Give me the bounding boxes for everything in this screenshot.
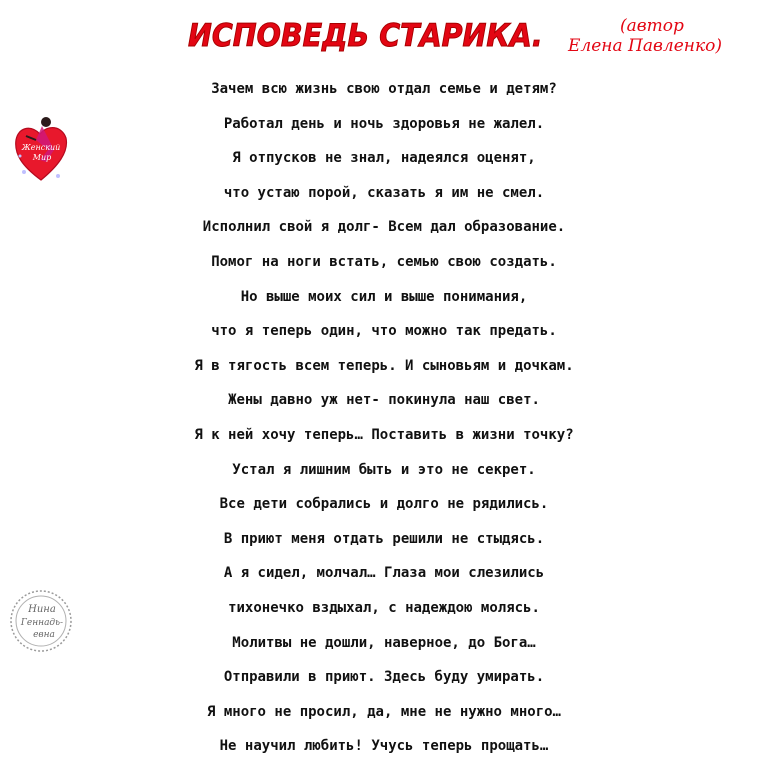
- poem-line: Я отпусков не знал, надеялся оценят,: [232, 150, 536, 167]
- poem-line: что устаю порой, сказать я им не смел.: [223, 184, 545, 201]
- stamp-text-2: Геннадь-: [20, 618, 64, 628]
- poem-line: Я к ней хочу теперь… Поставить в жизни точку?: [194, 426, 574, 443]
- poem-line: Я в тягость всем теперь. И сыновьям и дочкам.: [194, 357, 574, 374]
- logo-text-2: Мир: [32, 153, 52, 162]
- poem-line: тихонечко вздыхал, с надеждою молясь.: [228, 599, 540, 616]
- poem-line: Жены давно уж нет- покинула наш свет.: [228, 392, 540, 409]
- poem-line: Не научил любить! Учусь теперь прощать…: [219, 738, 549, 755]
- poem-line: Все дети собрались и долго не рядились.: [219, 496, 549, 513]
- author-line-2: Елена Павленко): [568, 36, 722, 56]
- poem-line: Исполнил свой я долг- Всем дал образование.: [202, 219, 566, 236]
- stamp-text-1: Нина: [28, 604, 56, 615]
- poem-line: что я теперь один, что можно так предать.: [211, 323, 557, 340]
- poem-line: Но выше моих сил и выше понимания,: [240, 288, 528, 305]
- logo-text-1: Женский: [21, 143, 61, 152]
- stamp-text-3: евна: [33, 630, 55, 640]
- author-credit: [568, 16, 768, 56]
- header: [0, 10, 768, 80]
- poem-line: Работал день и ночь здоровья не жалел.: [223, 115, 545, 132]
- poem-line: В приют меня отдать решили не стыдясь.: [223, 530, 545, 547]
- poem-line: Я много не просил, да, мне не нужно много…: [206, 703, 561, 720]
- author-line-1: (автор: [620, 16, 684, 36]
- poem-line: Молитвы не дошли, наверное, до Бога…: [232, 634, 536, 651]
- poem-line: Помог на ноги встать, семью свою создать.: [211, 253, 557, 270]
- poem-line: А я сидел, молчал… Глаза мои слезились: [223, 565, 545, 582]
- poem-body: [0, 72, 768, 764]
- poem-line: Устал я лишним быть и это не секрет.: [232, 461, 536, 478]
- poem-title: ИСПОВЕДЬ СТАРИКА.: [188, 18, 543, 54]
- poem-line: Отправили в приют. Здесь буду умирать.: [223, 669, 545, 686]
- poem-line: Зачем всю жизнь свою отдал семье и детям?: [211, 81, 557, 97]
